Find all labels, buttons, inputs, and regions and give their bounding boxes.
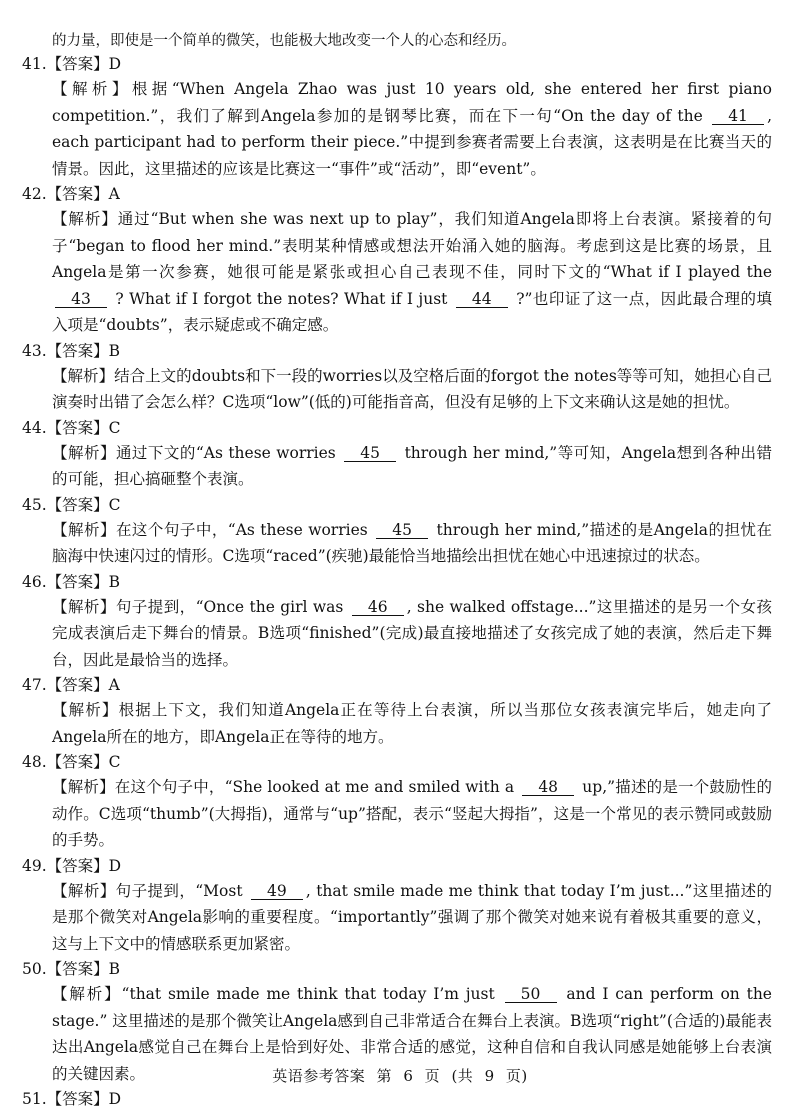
analysis-label: 【解析】 (52, 366, 115, 385)
question-number: 44. (22, 418, 47, 437)
answer-item (0, 339, 800, 416)
question-number: 46. (22, 572, 47, 591)
blank-number: 48 (522, 779, 574, 796)
analysis-text: 在这个句子中，“She looked at me and smiled with a (114, 778, 520, 796)
blank-number: 41 (712, 108, 764, 125)
analysis-text: 根据上下文，我们知道Angela正在等待上台表演，所以当那位女孩表演完毕后，她走向了Angela所在的地方，即Angela正在等待的地方。 (52, 701, 772, 746)
footer-total-suffix: 页) (505, 1067, 528, 1085)
answer-line (0, 1087, 800, 1111)
analysis-label: 【解析】 (52, 597, 116, 616)
analysis-text: through her mind,”等可知，Angela想到各种出错的可能，担心搞砸整个表演。 (52, 443, 772, 488)
analysis-label: 【解析】 (52, 80, 132, 98)
analysis-label: 【解析】 (52, 210, 118, 228)
answer-choice: C (108, 418, 121, 437)
answer-line (0, 957, 800, 981)
footer-total-prefix: (共 (451, 1067, 474, 1085)
analysis-text: , that smile made me think that today I’m just...”这里描述的是那个微笑对Angela影响的重要程度。“importantly”强调了那个微笑对她来说有着极其重要的意义，这与上下文中的情感联系更加紧密。 (52, 881, 772, 953)
answer-label: 【答案】 (46, 1090, 109, 1108)
analysis-paragraph (52, 440, 772, 493)
answer-item (0, 182, 800, 339)
blank-number: 50 (505, 986, 557, 1003)
analysis-text: 句子提到，“Once the girl was (115, 597, 349, 616)
answer-item (0, 416, 800, 493)
analysis-text: 通过下文的“As these worries (115, 443, 342, 462)
analysis-text: 根据“When Angela Zhao was just 10 years old, she entered her first piano competition.”，我们了解到Angela参加的是钢琴比赛，而在下一句“On the day of the (52, 80, 772, 125)
blank-number: 49 (251, 883, 303, 900)
question-number: 48. (22, 753, 47, 771)
analysis-label: 【解析】 (52, 701, 119, 719)
answer-choice: D (108, 856, 122, 875)
blank-number: 44 (456, 291, 508, 308)
answer-line (0, 52, 800, 76)
question-number: 50. (22, 960, 47, 978)
answer-line (0, 750, 800, 774)
answer-label: 【答案】 (46, 753, 109, 771)
analysis-paragraph (52, 363, 772, 416)
analysis-paragraph (52, 878, 772, 958)
footer-page-prefix: 第 (376, 1067, 393, 1085)
analysis-text: , each participant had to perform their piece.”中提到参赛者需要上台表演，这表明是在比赛当天的情景。因此，这里描述的应该是比赛这一“事件”或“活动”，即“event”。 (52, 106, 772, 178)
analysis-paragraph (52, 594, 772, 674)
analysis-text: ? What if I forgot the notes? What if I just (110, 289, 453, 308)
question-number: 45. (22, 495, 47, 514)
analysis-label: 【解析】 (52, 778, 115, 796)
analysis-paragraph (52, 697, 772, 750)
blank-number: 43 (55, 291, 107, 308)
footer-total-pages: 9 (484, 1067, 495, 1085)
answer-line (0, 570, 800, 594)
analysis-paragraph (52, 517, 772, 570)
analysis-text: 句子提到，“Most (115, 881, 248, 900)
analysis-label: 【解析】 (52, 520, 116, 539)
answer-choice: A (108, 185, 120, 203)
answer-line (0, 339, 800, 363)
answer-label: 【答案】 (46, 185, 109, 203)
answer-list (0, 52, 800, 1111)
answer-item (0, 52, 800, 182)
answer-choice: D (108, 55, 122, 73)
analysis-paragraph (52, 76, 772, 182)
analysis-label: 【解析】 (52, 443, 116, 462)
answer-item (0, 1087, 800, 1111)
answer-line (0, 854, 800, 878)
footer-page-suffix: 页 (424, 1067, 441, 1085)
answer-line (0, 673, 800, 697)
analysis-text: 通过“But when she was next up to play”，我们知道Angela即将上台表演。紧接着的句子“began to flood her mind.”表明某种情感或想法开始涌入她的脑海。考虑到这是比赛的场景，且Angela是第一次参赛，她很可能是紧张或担心自己表现不佳，同时下文的“What if I played the (52, 210, 772, 281)
answer-line (0, 493, 800, 517)
answer-choice: B (108, 960, 121, 978)
answer-label: 【答案】 (46, 55, 109, 73)
blank-number: 45 (344, 445, 396, 462)
answer-choice: C (108, 495, 121, 514)
answer-label: 【答案】 (46, 676, 109, 694)
answer-item (0, 854, 800, 958)
footer-page-number: 6 (403, 1067, 414, 1085)
analysis-text: “that smile made me think that today I’m just (121, 985, 502, 1003)
answer-item (0, 673, 800, 750)
question-number: 42. (22, 185, 47, 203)
intro-text: 的力量，即使是一个简单的微笑，也能极大地改变一个人的心态和经历。 (52, 33, 516, 49)
answer-choice: B (108, 572, 121, 591)
answer-label: 【答案】 (46, 572, 109, 591)
analysis-text: ?”也印证了这一点，因此最合理的填入项是“doubts”，表示疑虑或不确定感。 (52, 289, 772, 334)
analysis-paragraph (52, 774, 772, 854)
analysis-text: up,”描述的是一个鼓励性的动作。C选项“thumb”(大拇指)，通常与“up”搭配，表示“竖起大拇指”，这是一个常见的表示赞同或鼓励的手势。 (52, 778, 772, 849)
answer-item (0, 570, 800, 674)
question-number: 43. (22, 341, 47, 360)
blank-number: 45 (376, 522, 428, 539)
question-number: 51. (22, 1090, 47, 1108)
question-number: 41. (22, 55, 47, 73)
analysis-text: and I can perform on the stage.” 这里描述的是那个微笑让Angela感到自己非常适合在舞台上表演。B选项“right”(合适的)最能表达出Angela感觉自己在舞台上是恰到好处、非常合适的感觉，这种自信和自我认同感是她能够上台表演的关键因素。 (52, 985, 772, 1083)
analysis-text: through her mind,”描述的是Angela的担忧在脑海中快速闪过的情形。C选项“raced”(疾驰)最能恰当地描绘出担忧在她心中迅速掠过的状态。 (52, 520, 772, 565)
question-number: 49. (22, 856, 47, 875)
answer-label: 【答案】 (46, 960, 109, 978)
blank-number: 46 (352, 599, 404, 616)
answer-label: 【答案】 (46, 341, 109, 360)
answer-label: 【答案】 (46, 856, 109, 875)
answer-line (0, 182, 800, 206)
answer-item (0, 493, 800, 570)
answer-item (0, 750, 800, 854)
answer-choice: C (108, 753, 121, 771)
page-footer (0, 1066, 800, 1086)
analysis-label: 【解析】 (52, 985, 122, 1003)
answer-choice: B (108, 341, 121, 360)
answer-line (0, 416, 800, 440)
footer-title: 英语参考答案 (272, 1067, 366, 1085)
analysis-text: 结合上文的doubts和下一段的worries以及空格后面的forgot the notes等等可知，她担心自己演奏时出错了会怎么样？C选项“low”(低的)可能指音高，但没有足够的上下文来确认这是她的担忧。 (52, 366, 772, 411)
analysis-label: 【解析】 (52, 881, 116, 900)
answer-label: 【答案】 (46, 418, 109, 437)
analysis-text: 在这个句子中，“As these worries (115, 520, 374, 539)
answer-choice: D (108, 1090, 122, 1108)
analysis-paragraph (52, 206, 772, 339)
answer-label: 【答案】 (46, 495, 109, 514)
question-number: 47. (22, 676, 47, 694)
analysis-text: , she walked offstage...”这里描述的是另一个女孩完成表演后走下舞台的情景。B选项“finished”(完成)最直接地描述了女孩完成了她的表演，然后走下舞台，因此是最恰当的选择。 (52, 597, 772, 669)
answer-choice: A (108, 676, 120, 694)
